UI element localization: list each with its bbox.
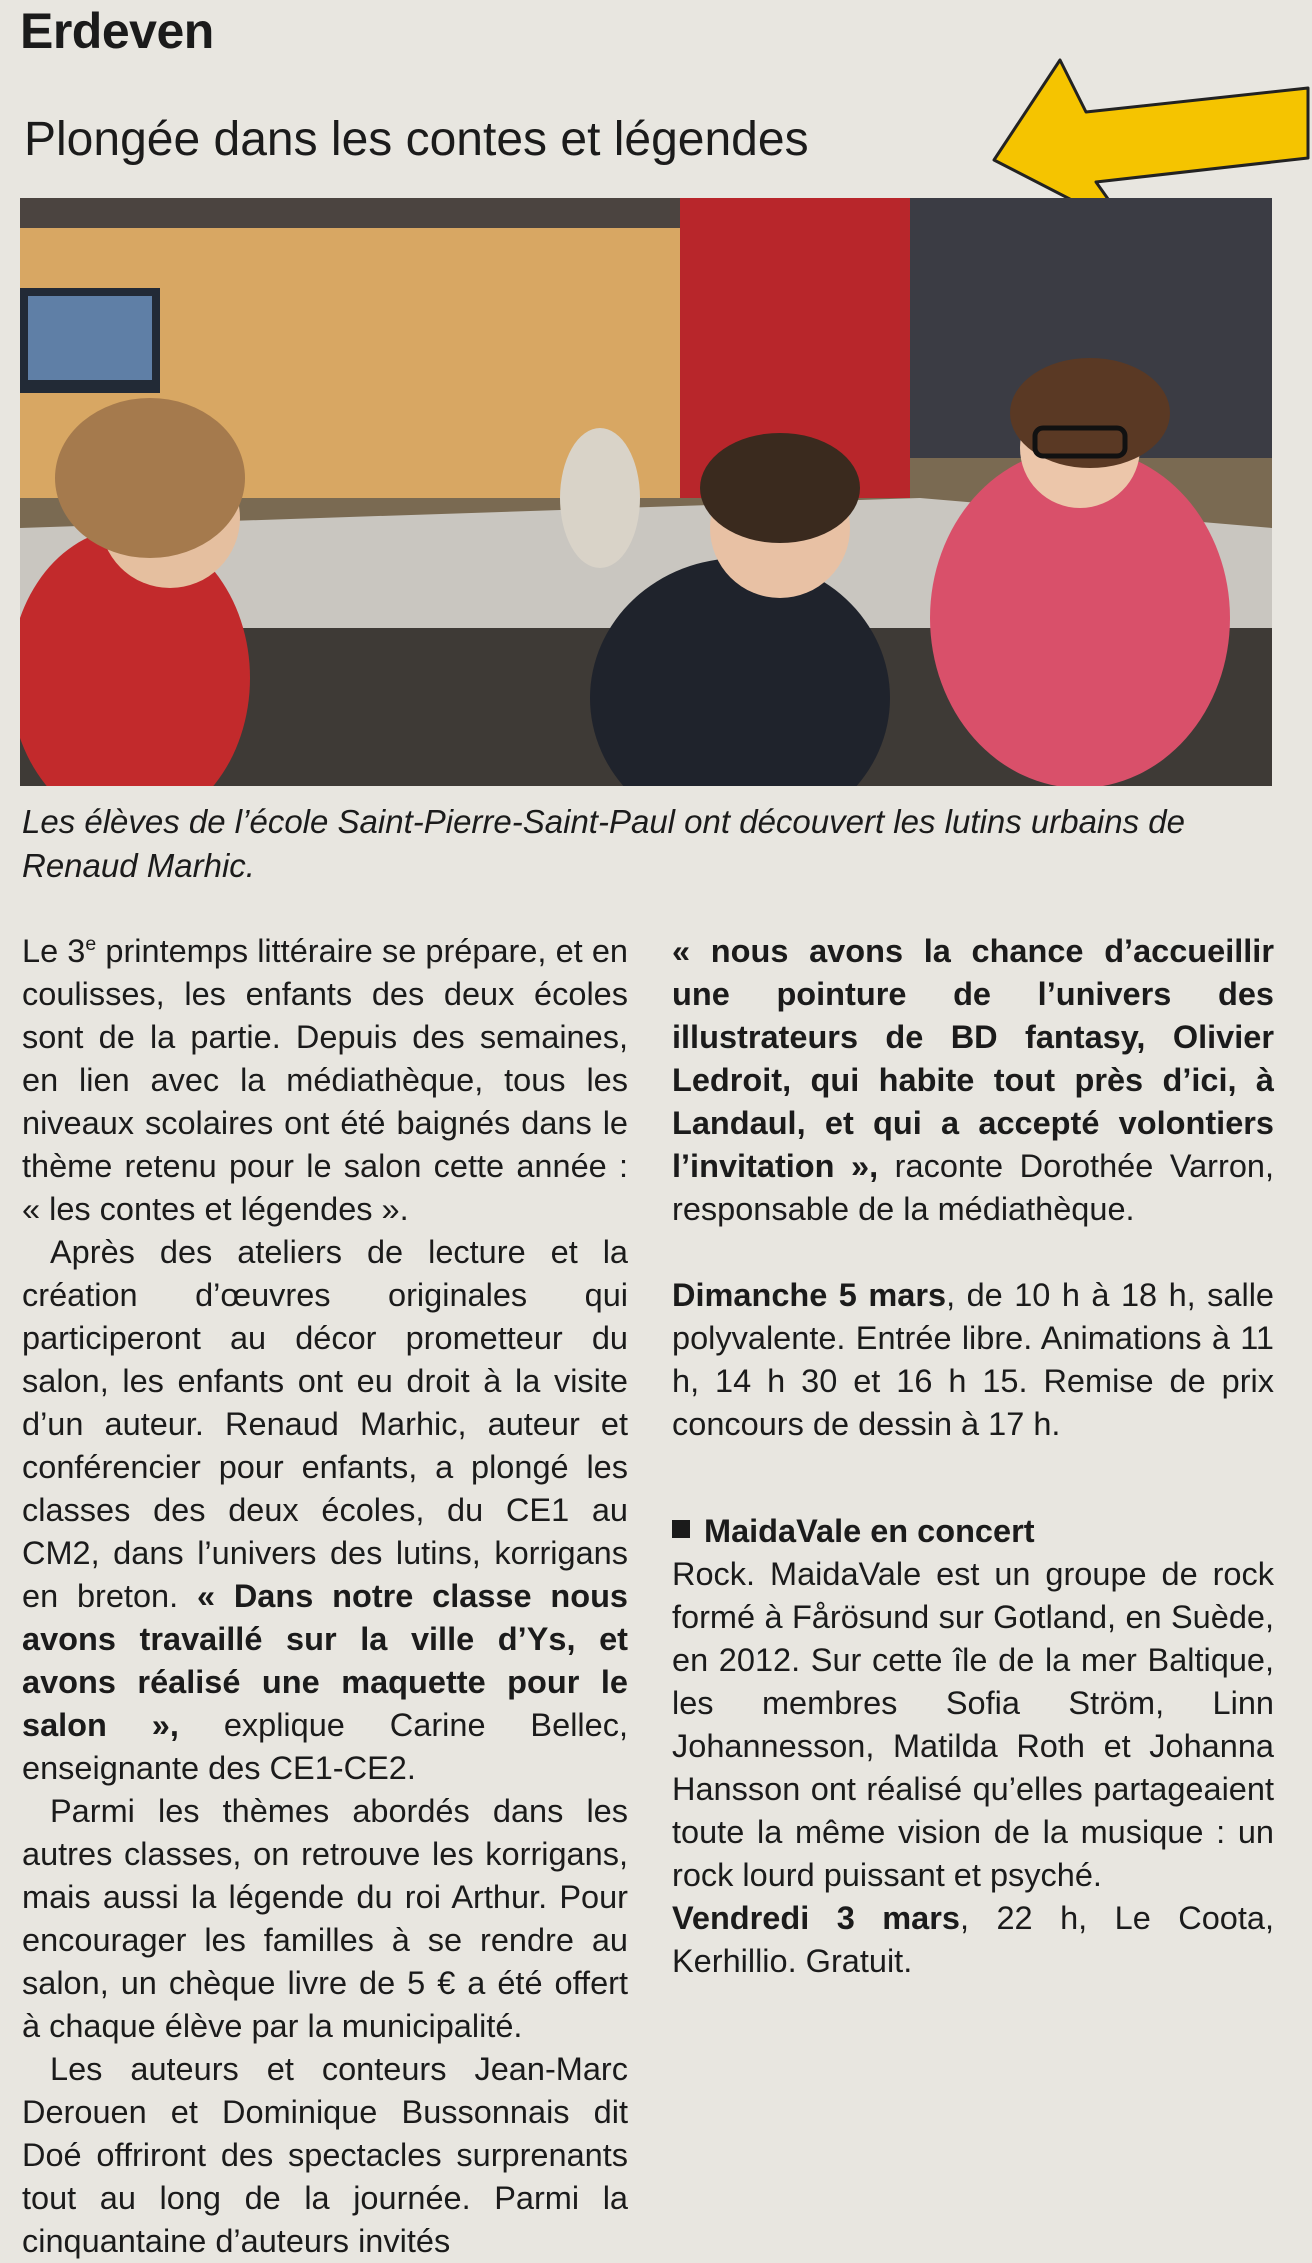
brief-body: Rock. MaidaVale est un groupe de rock formé à Fårösund sur Gotland, en Suède, en 2012. Sur cette île de la mer Baltique, les membres Sofia Ström, Linn Johannesson, Matilda Roth et Johanna Hansson ont réalisé qu’elles partageaient toute la même vision de la musique : un rock lourd puissant et psyché. (672, 1556, 1274, 1893)
brief-title: MaidaVale en concert (704, 1513, 1035, 1549)
brief-date-line (672, 1897, 1274, 1983)
article-paragraph-1: Le 3e printemps littéraire se prépare, et en coulisses, les enfants des deux écoles sont de la partie. Depuis des semaines, en lien avec la médiathèque, tous les niveaux scolaires ont été baignés dans le thème retenu pour le salon cette année : « les contes et légendes ». (22, 933, 628, 1227)
article-paragraph-4 (22, 2048, 628, 2263)
square-bullet-icon (672, 1520, 690, 1538)
event-info (672, 1274, 1274, 1446)
brief-date: Vendredi 3 mars (672, 1900, 960, 1936)
photo-caption: Les élèves de l’école Saint-Pierre-Saint-Paul ont découvert les lutins urbains de Renaud Marhic. (22, 803, 1185, 884)
article-photo (20, 198, 1272, 786)
town-heading: Erdeven (20, 3, 214, 59)
article-paragraph-4-continued (672, 930, 1274, 1231)
brief-date-details: , 22 h, Le Coota, Kerhillio. Gratuit. (672, 1900, 1274, 1979)
article-paragraph-2-text: Après des ateliers de lecture et la création d’œuvres originales qui participeront au décor prometteur du salon, les enfants ont eu droit à la visite d’un auteur. Renaud Marhic, auteur et conférencier pour enfants, a plongé les classes des deux écoles, du CE1 au CM2, dans l’univers des lutins, korrigans en breton. (22, 1234, 628, 1614)
article-headline: Plongée dans les contes et légendes (24, 113, 809, 166)
event-date: Dimanche 5 mars (672, 1277, 947, 1313)
article-paragraph-2-end: explique Carine Bellec, enseignante des CE1-CE2. (22, 1707, 628, 1786)
article-paragraph-2 (22, 1231, 628, 1790)
article-column-left (22, 930, 628, 2263)
brief-heading (672, 1510, 1274, 1553)
article-quote-teacher: « Dans notre classe nous avons travaillé sur la ville d’Ys, et avons réalisé une maquette pour le salon », (22, 1578, 629, 1743)
article-paragraph-4-end: raconte Dorothée Varron, responsable de la médiathèque. (672, 1148, 1274, 1227)
event-details: , de 10 h à 18 h, salle polyvalente. Entrée libre. Animations à 11 h, 14 h 30 et 16 h 15. Remise de prix concours de dessin à 17 h. (672, 1277, 1274, 1442)
article-paragraph-3: Parmi les thèmes abordés dans les autres classes, on retrouve les korrigans, mais aussi la légende du roi Arthur. Pour encourager les familles à se rendre au salon, un chèque livre de 5 € a été offert à chaque élève par la municipalité. (22, 1793, 628, 2044)
article-column-right (672, 930, 1274, 1983)
ordinal-superscript: e (85, 933, 97, 956)
article-quote-librarian: « nous avons la chance d’accueillir une pointure de l’univers des illustrateurs de BD fantasy, Olivier Ledroit, qui habite tout près d’ici, à Landaul, et qui a accepté volontiers l’invitation », (672, 933, 1274, 1184)
article-paragraph-4-text: Les auteurs et conteurs Jean-Marc Derouen et Dominique Bussonnais dit Doé offriront des spectacles surprenants tout au long de la journée. Parmi la cinquantaine d’auteurs invités (22, 2051, 628, 2259)
